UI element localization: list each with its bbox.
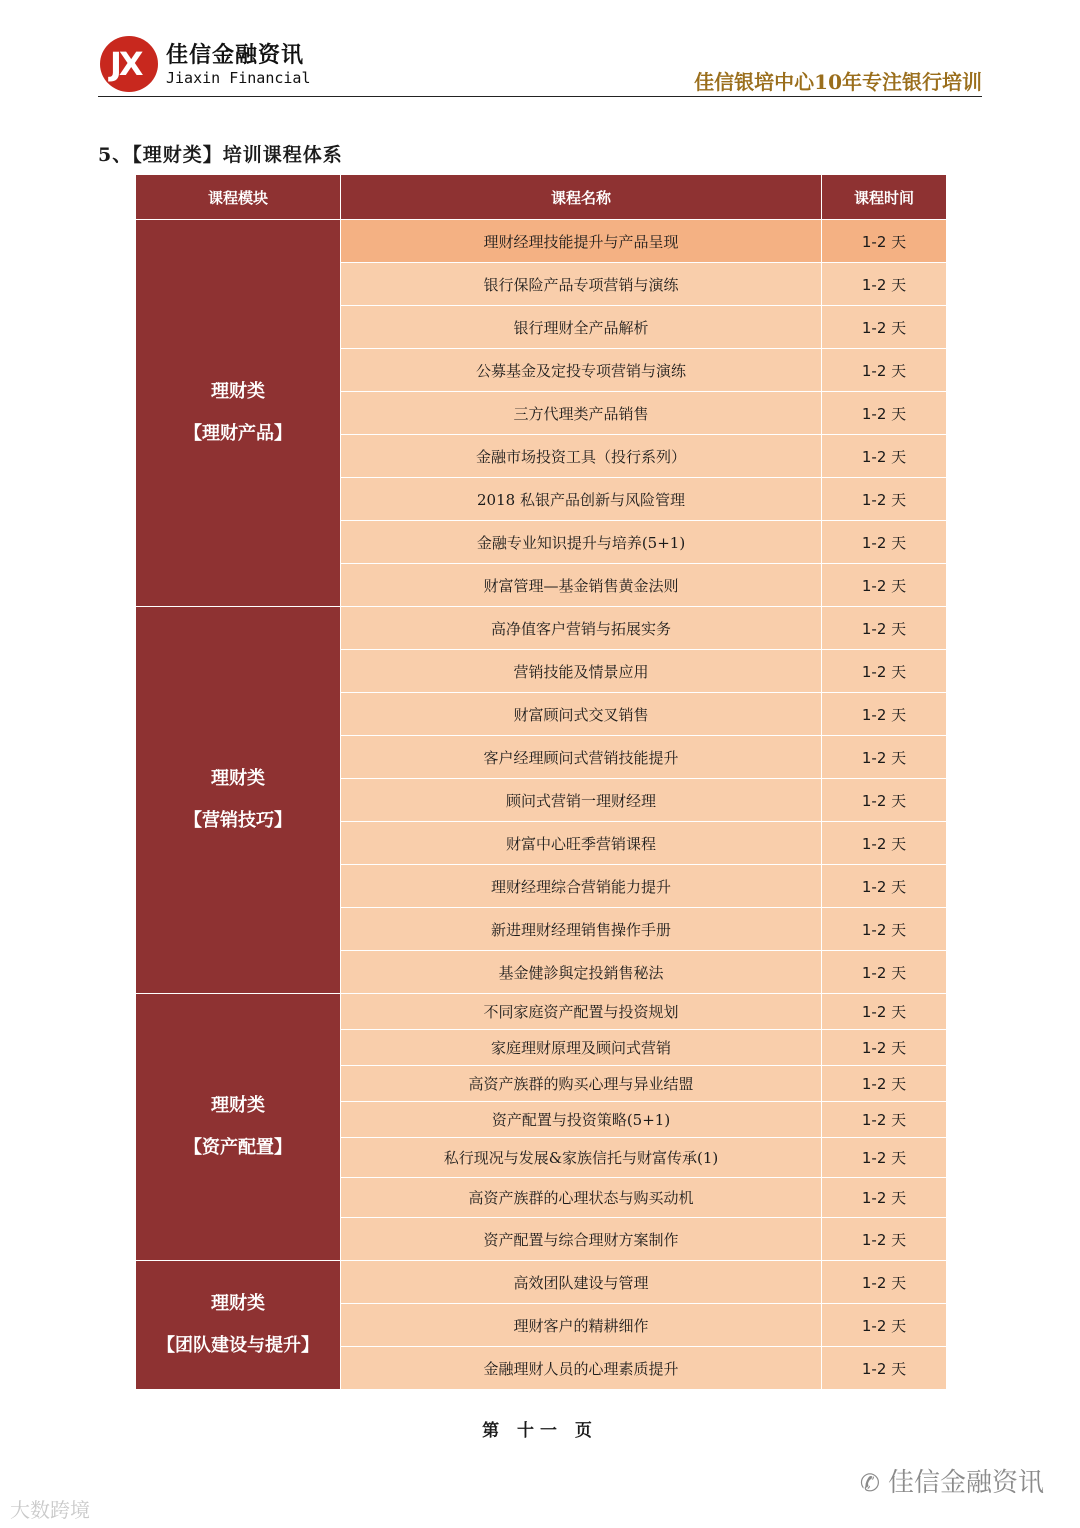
course-time-cell: 1-2 天 — [822, 306, 947, 349]
course-name-cell: 公募基金及定投专项营销与演练 — [341, 349, 822, 392]
course-time-cell: 1-2 天 — [822, 1138, 947, 1178]
course-name-cell: 财富管理—基金销售黄金法则 — [341, 564, 822, 607]
course-name-cell: 财富中心旺季营销课程 — [341, 822, 822, 865]
module-label-line1: 理财类 — [211, 768, 265, 789]
logo-chinese-name: 佳信金融资讯 — [166, 43, 305, 68]
course-name-cell: 金融专业知识提升与培养(5+1) — [341, 521, 822, 564]
course-time-cell: 1-2 天 — [822, 1178, 947, 1218]
course-time-cell: 1-2 天 — [822, 994, 947, 1030]
course-name-cell: 财富顾问式交叉销售 — [341, 693, 822, 736]
course-name-cell: 基金健診與定投銷售秘法 — [341, 951, 822, 994]
course-time-cell: 1-2 天 — [822, 607, 947, 650]
course-time-cell: 1-2 天 — [822, 908, 947, 951]
course-name-cell: 高净值客户营销与拓展实务 — [341, 607, 822, 650]
course-time-cell: 1-2 天 — [822, 263, 947, 306]
course-time-cell: 1-2 天 — [822, 650, 947, 693]
course-time-cell: 1-2 天 — [822, 220, 947, 263]
course-name-cell: 高效团队建设与管理 — [341, 1261, 822, 1304]
course-time-cell: 1-2 天 — [822, 521, 947, 564]
course-time-cell: 1-2 天 — [822, 1261, 947, 1304]
wechat-icon: ✆ — [859, 1469, 880, 1497]
table-header-row — [136, 175, 947, 220]
module-label-line2: 【理财产品】 — [184, 423, 292, 444]
table-row — [136, 607, 947, 650]
course-name-cell: 银行理财全产品解析 — [341, 306, 822, 349]
page-number: 第 十一 页 — [482, 1421, 598, 1441]
module-cell — [136, 994, 341, 1261]
module-cell — [136, 1261, 341, 1390]
jx-logo-mark — [100, 36, 158, 92]
course-time-cell: 1-2 天 — [822, 1066, 947, 1102]
course-name-cell: 客户经理顾问式营销技能提升 — [341, 736, 822, 779]
header-divider — [98, 96, 982, 97]
course-name-cell: 资产配置与投资策略(5+1) — [341, 1102, 822, 1138]
course-time-cell: 1-2 天 — [822, 865, 947, 908]
course-name-cell: 金融市场投资工具（投行系列） — [341, 435, 822, 478]
section-title: 5、【理财类】培训课程体系 — [98, 144, 343, 166]
course-name-cell: 资产配置与综合理财方案制作 — [341, 1218, 822, 1261]
course-time-cell: 1-2 天 — [822, 564, 947, 607]
module-label-line2: 【营销技巧】 — [184, 810, 292, 831]
header-course-name: 课程名称 — [341, 175, 822, 220]
course-name-cell: 家庭理财原理及顾问式营销 — [341, 1030, 822, 1066]
course-table — [135, 174, 947, 1390]
course-name-cell: 高资产族群的购买心理与异业结盟 — [341, 1066, 822, 1102]
course-time-cell: 1-2 天 — [822, 951, 947, 994]
module-label-line2: 【团队建设与提升】 — [157, 1335, 319, 1356]
course-time-cell: 1-2 天 — [822, 822, 947, 865]
course-name-cell: 新进理财经理销售操作手册 — [341, 908, 822, 951]
course-name-cell: 营销技能及情景应用 — [341, 650, 822, 693]
header-module: 课程模块 — [136, 175, 341, 220]
module-label-line1: 理财类 — [211, 381, 265, 402]
watermark-right-text: 佳信金融资讯 — [887, 1468, 1044, 1498]
logo-english-name: Jiaxin Financial — [166, 69, 311, 87]
course-name-cell: 私行现况与发展&家族信托与财富传承(1) — [341, 1138, 822, 1178]
course-time-cell: 1-2 天 — [822, 1304, 947, 1347]
course-name-cell: 金融理财人员的心理素质提升 — [341, 1347, 822, 1390]
course-name-cell: 理财经理技能提升与产品呈现 — [341, 220, 822, 263]
course-name-cell: 理财客户的精耕细作 — [341, 1304, 822, 1347]
course-name-cell: 不同家庭资产配置与投资规划 — [341, 994, 822, 1030]
table-body — [136, 220, 947, 1390]
watermark-right — [860, 1462, 1044, 1499]
module-label-line1: 理财类 — [211, 1293, 265, 1314]
table-row — [136, 220, 947, 263]
watermark-left — [10, 1494, 90, 1523]
course-name-cell: 2018 私银产品创新与风险管理 — [341, 478, 822, 521]
course-time-cell: 1-2 天 — [822, 349, 947, 392]
course-time-cell: 1-2 天 — [822, 1347, 947, 1390]
header-course-time: 课程时间 — [822, 175, 947, 220]
logo-mark-text: JX — [110, 45, 141, 83]
course-time-cell: 1-2 天 — [822, 779, 947, 822]
course-name-cell: 三方代理类产品销售 — [341, 392, 822, 435]
company-logo — [100, 36, 320, 92]
table-row — [136, 994, 947, 1030]
course-name-cell: 顾问式营销一理财经理 — [341, 779, 822, 822]
course-name-cell: 理财经理综合营销能力提升 — [341, 865, 822, 908]
course-time-cell: 1-2 天 — [822, 435, 947, 478]
course-time-cell: 1-2 天 — [822, 1102, 947, 1138]
course-time-cell: 1-2 天 — [822, 693, 947, 736]
module-label-line1: 理财类 — [211, 1095, 265, 1116]
course-time-cell: 1-2 天 — [822, 1218, 947, 1261]
header-slogan: 佳信银培中心10年专注银行培训 — [694, 70, 982, 94]
module-label-line2: 【资产配置】 — [184, 1137, 292, 1158]
course-time-cell: 1-2 天 — [822, 392, 947, 435]
course-time-cell: 1-2 天 — [822, 736, 947, 779]
module-cell — [136, 220, 341, 607]
course-time-cell: 1-2 天 — [822, 478, 947, 521]
module-cell — [136, 607, 341, 994]
course-name-cell: 高资产族群的心理状态与购买动机 — [341, 1178, 822, 1218]
table-row — [136, 1261, 947, 1304]
course-time-cell: 1-2 天 — [822, 1030, 947, 1066]
course-name-cell: 银行保险产品专项营销与演练 — [341, 263, 822, 306]
watermark-left-text: 大数跨境 — [10, 1498, 90, 1522]
